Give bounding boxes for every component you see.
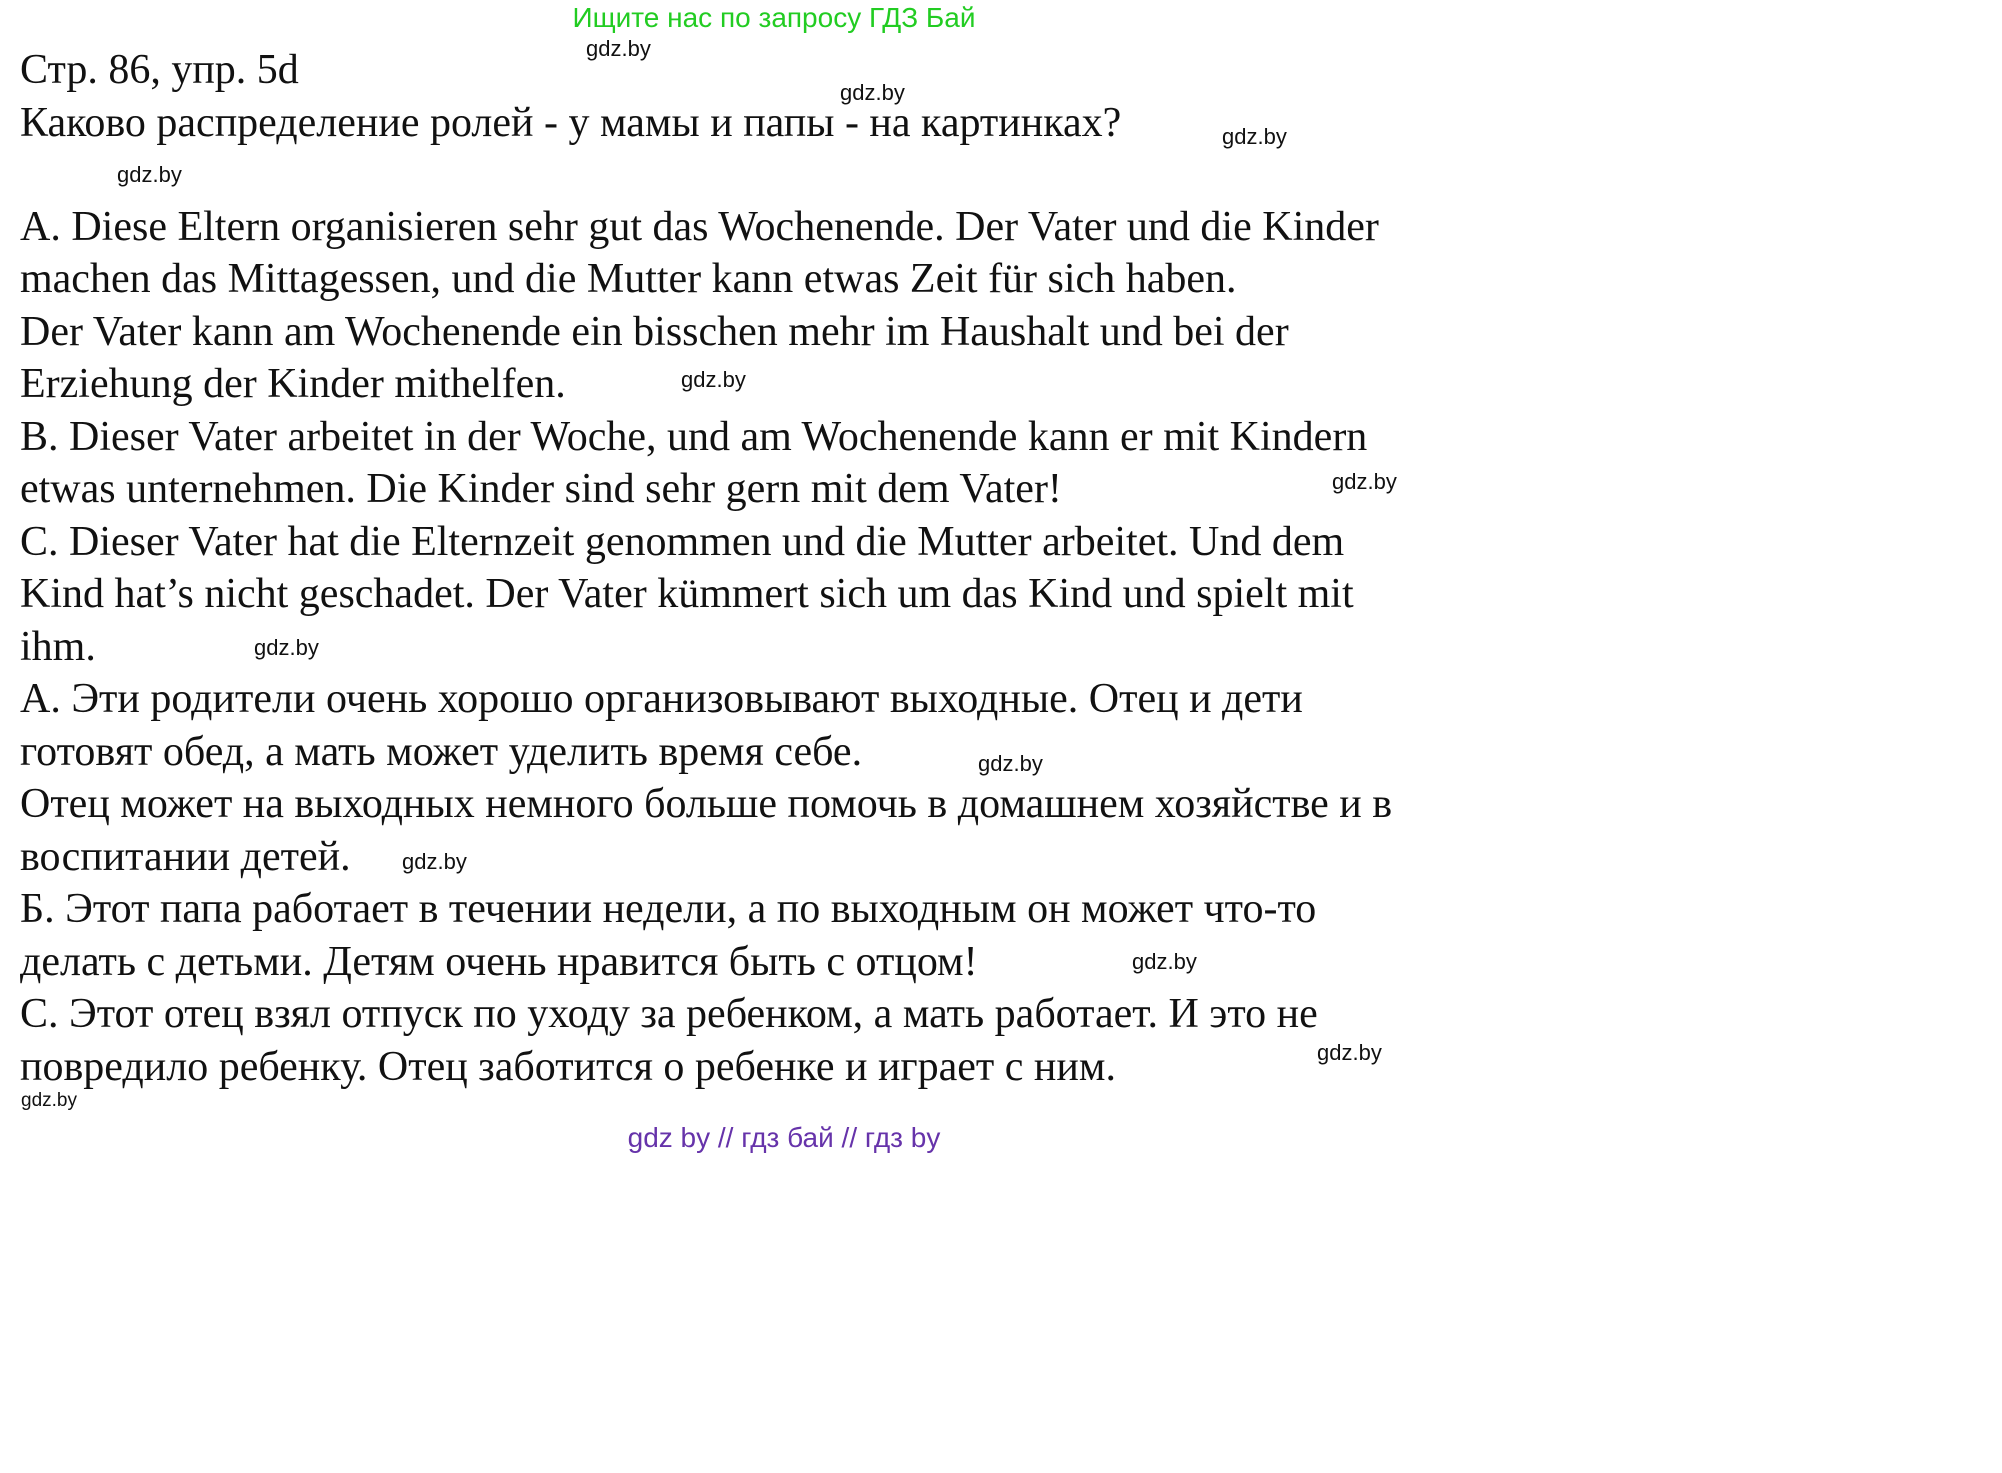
text-line: Kind hat’s nicht geschadet. Der Vater kümmert sich um das Kind und spielt mit [20, 571, 1354, 617]
watermark: gdz.by [117, 162, 182, 187]
text-line: А. Эти родители очень хорошо организовывают выходные. Отец и дети [20, 676, 1303, 722]
watermark: gdz.by [1222, 124, 1287, 149]
watermark: gdz.by [1317, 1040, 1382, 1065]
exercise-title: Стр. 86, упр. 5d [20, 47, 299, 93]
text-line: ihm. [20, 624, 96, 670]
text-line: воспитании детей. [20, 834, 351, 880]
text-line: A. Diese Eltern organisieren sehr gut das Wochenende. Der Vater und die Kinder [20, 204, 1379, 250]
watermark: gdz.by [21, 1090, 77, 1111]
text-line: делать с детьми. Детям очень нравится быть с отцом! [20, 939, 978, 985]
watermark: gdz.by [1332, 469, 1397, 494]
text-line: Отец может на выходных немного больше помочь в домашнем хозяйстве и в [20, 781, 1393, 827]
text-line: machen das Mittagessen, und die Mutter kann etwas Zeit für sich haben. [20, 256, 1237, 302]
text-line: повредило ребенку. Отец заботится о ребенке и играет с ним. [20, 1044, 1116, 1090]
watermark: gdz.by [681, 367, 746, 392]
text-line: Der Vater kann am Wochenende ein bisschen mehr im Haushalt und bei der [20, 309, 1289, 355]
exercise-question: Каково распределение ролей - у мамы и папы - на картинках? [20, 100, 1122, 146]
text-line: etwas unternehmen. Die Kinder sind sehr gern mit dem Vater! [20, 466, 1062, 512]
top-search-hint-link[interactable]: Ищите нас по запросу ГДЗ Бай [572, 2, 976, 33]
text-line: С. Этот отец взял отпуск по уходу за ребенком, а мать работает. И это не [20, 991, 1318, 1037]
watermark: gdz.by [840, 80, 905, 105]
text-line: готовят обед, а мать может уделить время себе. [20, 729, 863, 775]
watermark: gdz.by [254, 635, 319, 660]
watermark: gdz.by [978, 751, 1043, 776]
text-line: B. Dieser Vater arbeitet in der Woche, und am Wochenende kann er mit Kindern [20, 414, 1368, 460]
text-line: Б. Этот папа работает в течении недели, а по выходным он может что-то [20, 886, 1317, 932]
text-line: C. Dieser Vater hat die Elternzeit genommen und die Mutter arbeitet. Und dem [20, 519, 1345, 565]
watermark: gdz.by [1132, 949, 1197, 974]
bottom-site-link[interactable]: gdz by // гдз бай // гдз by [627, 1122, 941, 1153]
text-line: Erziehung der Kinder mithelfen. [20, 361, 566, 407]
watermark: gdz.by [402, 849, 467, 874]
watermark: gdz.by [586, 36, 651, 61]
